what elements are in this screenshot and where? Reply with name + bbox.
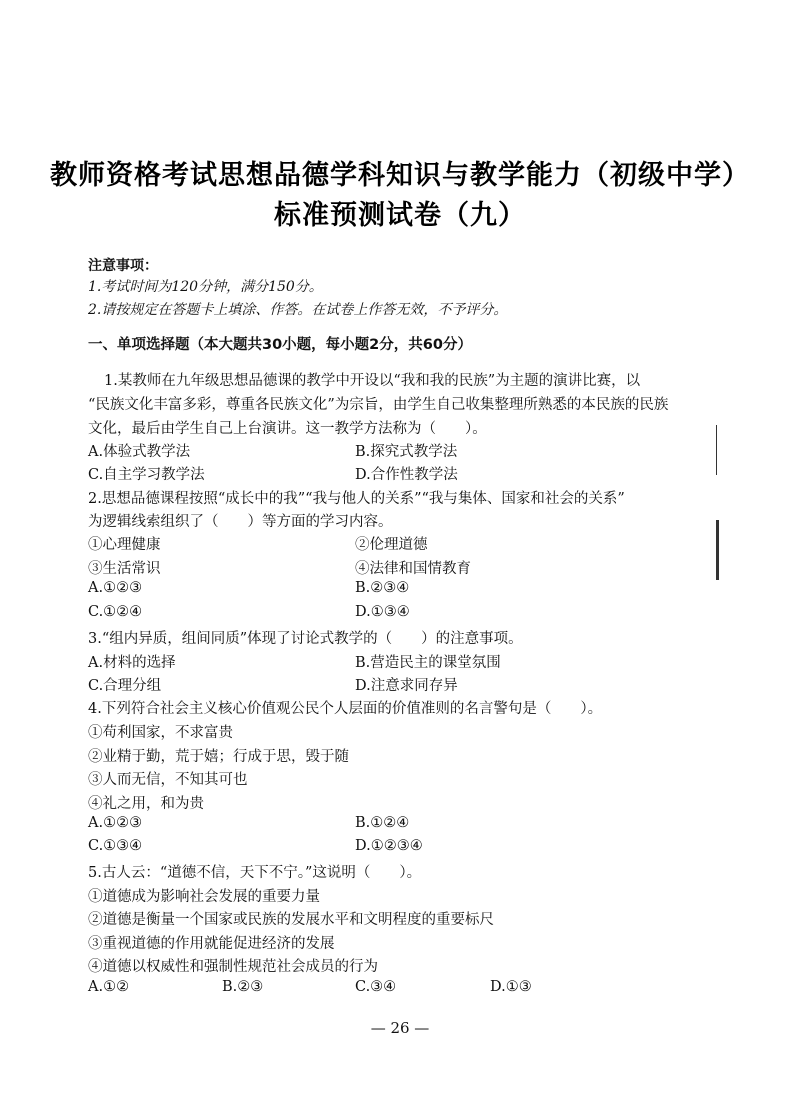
question-stem: 文化，最后由学生自己上台演讲。这一教学方法称为（ ）。 xyxy=(88,421,487,437)
statement-item: ②道德是衡量一个国家或民族的发展水平和文明程度的重要标尺 xyxy=(88,912,494,928)
statement-item: ③重视道德的作用就能促进经济的发展 xyxy=(88,936,335,952)
option-a: A.①② xyxy=(88,979,130,995)
notice-heading: 注意事项： xyxy=(88,258,158,274)
statement-item: ④法律和国情教育 xyxy=(355,561,471,577)
exam-title-line2: 标准预测试卷（九） xyxy=(274,200,526,231)
option-d: D.①②③④ xyxy=(355,838,423,854)
statement-item: ③生活常识 xyxy=(88,561,161,577)
exam-title-line1: 教师资格考试思想品德学科知识与教学能力（初级中学） xyxy=(50,160,750,191)
option-c: C.自主学习教学法 xyxy=(88,467,205,483)
option-d: D.注意求同存异 xyxy=(355,678,458,694)
question-stem: 1.某教师在九年级思想品德课的教学中开设以“我和我的民族”为主题的演讲比赛，以 xyxy=(104,373,641,389)
option-d: D.①③ xyxy=(490,979,532,995)
option-c: C.合理分组 xyxy=(88,678,162,694)
option-b: B.①②④ xyxy=(355,815,410,831)
option-b: B.②③④ xyxy=(355,580,410,596)
statement-item: ①道德成为影响社会发展的重要力量 xyxy=(88,889,320,905)
question-stem: 2.思想品德课程按照“成长中的我”“我与他人的关系”“我与集体、国家和社会的关系” xyxy=(88,491,625,507)
statement-item: ④道德以权威性和强制性规范社会成员的行为 xyxy=(88,959,378,975)
option-c: C.①②④ xyxy=(88,604,143,620)
option-c: C.①③④ xyxy=(88,838,143,854)
statement-item: ②业精于勤，荒于嬉；行成于思，毁于随 xyxy=(88,749,349,765)
notice-item: 2.请按规定在答题卡上填涂、作答。在试卷上作答无效，不予评分。 xyxy=(88,302,508,318)
question-stem: “民族文化丰富多彩，尊重各民族文化”为宗旨，由学生自己收集整理所熟悉的本民族的民族 xyxy=(88,397,669,413)
option-a: A.体验式教学法 xyxy=(88,444,191,460)
section-heading: 一、单项选择题（本大题共30小题，每小题2分，共60分） xyxy=(88,337,472,353)
option-b: B.探究式教学法 xyxy=(355,444,458,460)
statement-item: ②伦理道德 xyxy=(355,537,428,553)
option-d: D.①③④ xyxy=(355,604,410,620)
option-b: B.②③ xyxy=(222,979,264,995)
statement-item: ①苟利国家，不求富贵 xyxy=(88,725,233,741)
option-b: B.营造民主的课堂氛围 xyxy=(355,655,501,671)
question-stem: 4.下列符合社会主义核心价值观公民个人层面的价值准则的名言警句是（ ）。 xyxy=(88,701,603,717)
question-stem: 3.“组内异质，组间同质”体现了讨论式教学的（ ）的注意事项。 xyxy=(88,631,523,647)
option-c: C.③④ xyxy=(355,979,397,995)
page-number: — 26 — xyxy=(370,1019,430,1037)
option-d: D.合作性教学法 xyxy=(355,467,458,483)
statement-item: ③人而无信，不知其可也 xyxy=(88,772,248,788)
question-stem: 5.古人云：“道德不信，天下不宁。”这说明（ ）。 xyxy=(88,865,422,881)
option-a: A.材料的选择 xyxy=(88,655,176,671)
statement-item: ④礼之用，和为贵 xyxy=(88,796,204,812)
scan-edge-mark xyxy=(716,520,719,580)
scan-edge-mark xyxy=(716,425,717,475)
question-stem: 为逻辑线索组织了（ ）等方面的学习内容。 xyxy=(88,514,393,530)
option-a: A.①②③ xyxy=(88,580,143,596)
notice-item: 1.考试时间为120分钟，满分150分。 xyxy=(88,279,323,295)
option-a: A.①②③ xyxy=(88,815,143,831)
statement-item: ①心理健康 xyxy=(88,537,161,553)
